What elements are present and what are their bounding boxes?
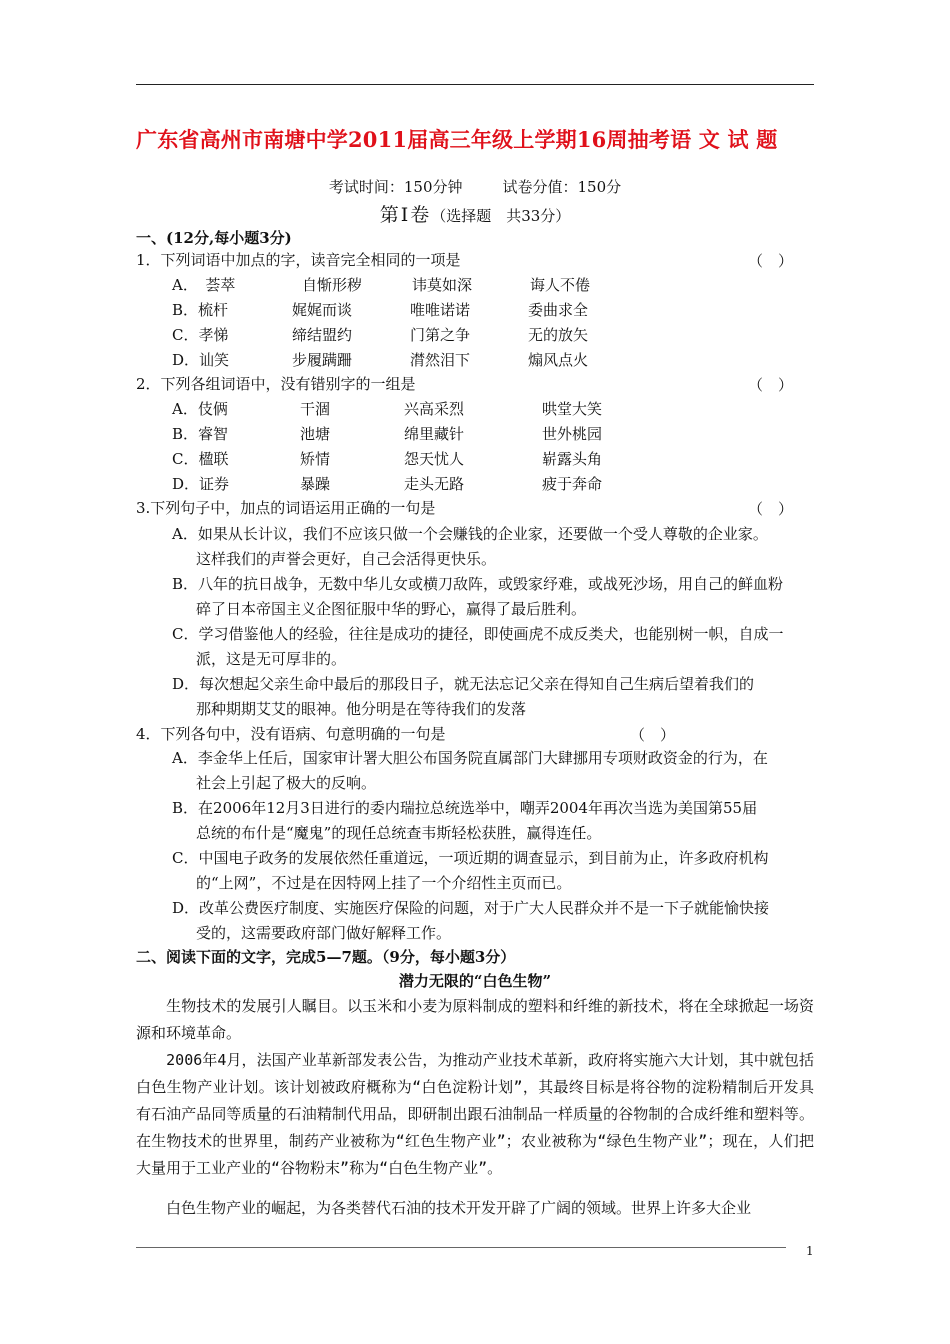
exam-score: 试卷分值：150分 bbox=[502, 178, 622, 196]
article-paragraph: 生物技术的发展引人瞩目。以玉米和小麦为原料制成的塑料和纤维的新技术，将在全球掀起一场资源和环境革命。 bbox=[136, 997, 814, 1042]
article-paragraph: 2006年4月，法国产业革新部发表公告，为推动产业技术革新，政府将实施六大计划，其中就包括白色生物产业计划。该计划被政府概称为“白色淀粉计划”，其最终目标是将谷物的淀粉精制后开发具有石油产品同等质量的石油精制代用品，即研制出跟石油制品一样质量的谷物制的合成纤维和塑料等。在生物技术的世界里，制药产业被称为“红色生物产业”；农业被称为“绿色生物产业”；现在，人们把大量用于工业产业的“谷物粉末”称为“白色生物产业”。 bbox=[136, 1051, 814, 1177]
option-row: D．讪笑 步履蹒跚 潸然泪下 煽风点火 bbox=[172, 351, 589, 369]
option-line: A．李金华上任后，国家审计署大胆公布国务院直属部门大肆挪用专项财政资金的行为，在 bbox=[172, 749, 768, 767]
part-desc: （选择题 共33分） bbox=[431, 207, 571, 225]
option-line: A．如果从长计议，我们不应该只做一个会赚钱的企业家，还要做一个受人尊敬的企业家。 bbox=[172, 525, 768, 543]
option-row: A．伎俩 干涸 兴高采烈 哄堂大笑 bbox=[172, 400, 603, 418]
section-heading-2: 二、阅读下面的文字，完成5—7题。（9分，每小题3分） bbox=[136, 948, 516, 966]
question-3-stem: 3.下列句子中，加点的词语运用正确的一句是 bbox=[136, 499, 436, 517]
option-line: 受的，这需要政府部门做好解释工作。 bbox=[196, 924, 452, 942]
option-row: B．梳杆 娓娓而谈 唯唯诺诺 委曲求全 bbox=[172, 301, 589, 319]
option-row: A． 荟萃 自惭形秽 讳莫如深 诲人不倦 bbox=[172, 276, 591, 294]
question-2-stem: 2．下列各组词语中，没有错别字的一组是 bbox=[136, 375, 416, 393]
footer-rule bbox=[136, 1247, 786, 1248]
option-line: 这样我们的声誉会更好，自己会活得更快乐。 bbox=[196, 550, 497, 568]
option-line: C．中国电子政务的发展依然任重道远，一项近期的调查显示，到目前为止，许多政府机构 bbox=[172, 849, 769, 867]
answer-bracket: （ ） bbox=[748, 252, 794, 270]
section-heading-1: 一、(12分,每小题3分) bbox=[136, 229, 292, 247]
document-title: 广东省高州市南塘中学2011届高三年级上学期16周抽考语 文 试 题 bbox=[136, 127, 778, 152]
question-4-stem: 4．下列各句中，没有语病、句意明确的一句是 bbox=[136, 725, 446, 743]
option-line: 派，这是无可厚非的。 bbox=[196, 650, 347, 668]
answer-bracket: （ ） bbox=[748, 376, 794, 394]
question-1-stem: 1．下列词语中加点的字，读音完全相同的一项是 bbox=[136, 251, 461, 269]
option-line: B．在2006年12月3日进行的委内瑞拉总统选举中，嘲弄2004年再次当选为美国第55届 bbox=[172, 799, 758, 817]
top-rule bbox=[136, 84, 814, 85]
option-row: C．楹联 矫情 怨天忧人 崭露头角 bbox=[172, 450, 603, 468]
exam-time: 考试时间：150分钟 bbox=[328, 178, 463, 196]
answer-bracket: （ ） bbox=[630, 726, 676, 744]
option-line: D．改革公费医疗制度、实施医疗保险的问题，对于广大人民群众并不是一下子就能愉快接 bbox=[172, 899, 770, 917]
option-line: C．学习借鉴他人的经验，往往是成功的捷径，即使画虎不成反类犬，也能别树一帜，自成一 bbox=[172, 625, 784, 643]
part-heading bbox=[0, 200, 950, 227]
article-title: 潜力无限的“白色生物” bbox=[398, 972, 552, 990]
option-line: B．八年的抗日战争，无数中华儿女或横刀敌阵，或毁家纾难，或战死沙场，用自己的鲜血粉 bbox=[172, 575, 784, 593]
option-row: B．睿智 池塘 绵里藏针 世外桃园 bbox=[172, 425, 603, 443]
option-line: D．每次想起父亲生命中最后的那段日子，就无法忘记父亲在得知自己生病后望着我们的 bbox=[172, 675, 755, 693]
part-label: 第Ⅰ卷 bbox=[379, 204, 432, 226]
article-paragraph: 白色生物产业的崛起，为各类替代石油的技术开发开辟了广阔的领域。世界上许多大企业 bbox=[136, 1199, 752, 1217]
page-number: 1 bbox=[806, 1244, 814, 1258]
answer-bracket: （ ） bbox=[748, 500, 794, 518]
option-row: C．孝悌 缔结盟约 门第之争 无的放矢 bbox=[172, 326, 589, 344]
exam-meta bbox=[0, 176, 950, 197]
option-line: 碎了日本帝国主义企图征服中华的野心，赢得了最后胜利。 bbox=[196, 600, 587, 618]
option-line: 总统的布什是“魔鬼”的现任总统查韦斯轻松获胜，赢得连任。 bbox=[196, 824, 602, 842]
option-line: 社会上引起了极大的反响。 bbox=[196, 774, 377, 792]
option-row: D．证券 暴躁 走头无路 疲于奔命 bbox=[172, 475, 603, 493]
option-line: 那种期期艾艾的眼神。他分明是在等待我们的发落 bbox=[196, 700, 527, 718]
option-line: 的“上网”，不过是在因特网上挂了一个介绍性主页而已。 bbox=[196, 874, 572, 892]
